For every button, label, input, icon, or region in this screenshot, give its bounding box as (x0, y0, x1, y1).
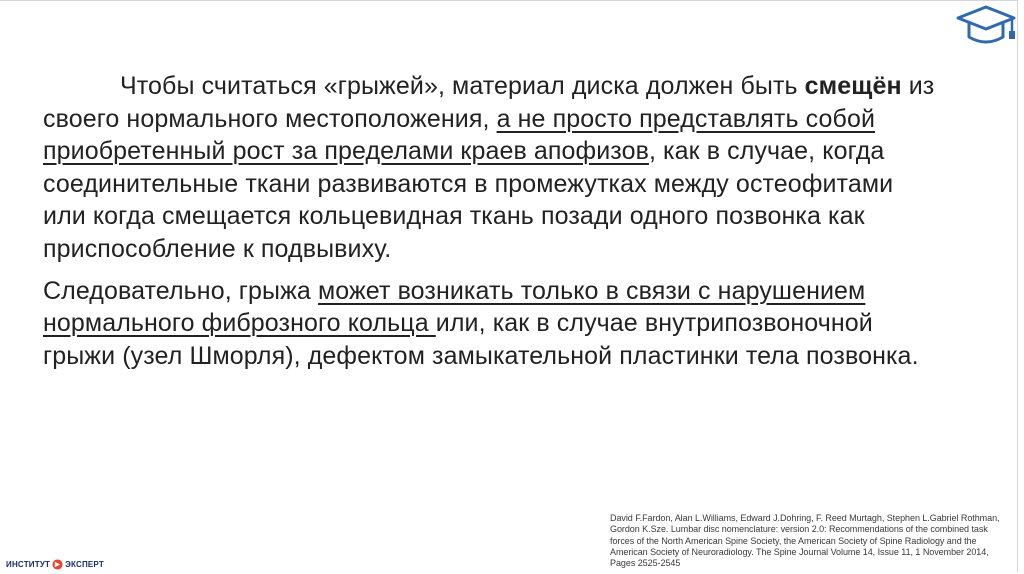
paragraph2-underlined-phrase: может возникать только в связи с нарушением нормального фиброзного кольца (43, 276, 866, 338)
paragraph1-bold-term: смещён (804, 72, 902, 100)
paragraph1-text-end: , как в случае, когда соединительные ткани развиваются в промежутках между остеофитами или когда смещается кольцевидная ткань позади одного позвонка как приспособление к подвывиху. (43, 137, 894, 263)
graduation-cap-icon (954, 4, 1018, 48)
paragraph2-text-end: или, как в случае внутрипозвоночной грыжи (узел Шморля), дефектом замыкательной пластинки тела позвонка. (43, 309, 919, 370)
paragraph1-text-middle: из своего нормального местоположения, (43, 72, 935, 133)
paragraph1-text-start: Чтобы считаться «грыжей», материал диска должен быть (120, 72, 805, 100)
logo-text-right: ЭКСПЕРТ (65, 559, 104, 569)
paragraph-herniation-definition (43, 70, 943, 266)
main-text (43, 70, 943, 372)
institute-logo (6, 556, 104, 572)
logo-mark-icon (52, 559, 63, 570)
paragraph2-text-start: Следовательно, грыжа (43, 276, 318, 305)
paragraph1-underlined-phrase: а не просто представлять собой приобретенный рост за пределами краев апофизов (43, 104, 876, 166)
citation-reference: David F.Fardon, Alan L.Williams, Edward J.Dohring, F. Reed Murtagh, Stephen L.Gabriel Rothman, Gordon K.Sze. Lumbar disc nomenclature: version 2.0: Recommendations of the combined task forces of the North American Spine Society, the American Society of Spine Radiology and the American Society of Neuroradiology. The Spine Journal Volume 14, Issue 11, 1 November 2014, Pages 2525-2545 (610, 513, 1000, 569)
paragraph-herniation-conclusion (43, 275, 943, 373)
logo-text-left: ИНСТИТУТ (6, 559, 51, 569)
